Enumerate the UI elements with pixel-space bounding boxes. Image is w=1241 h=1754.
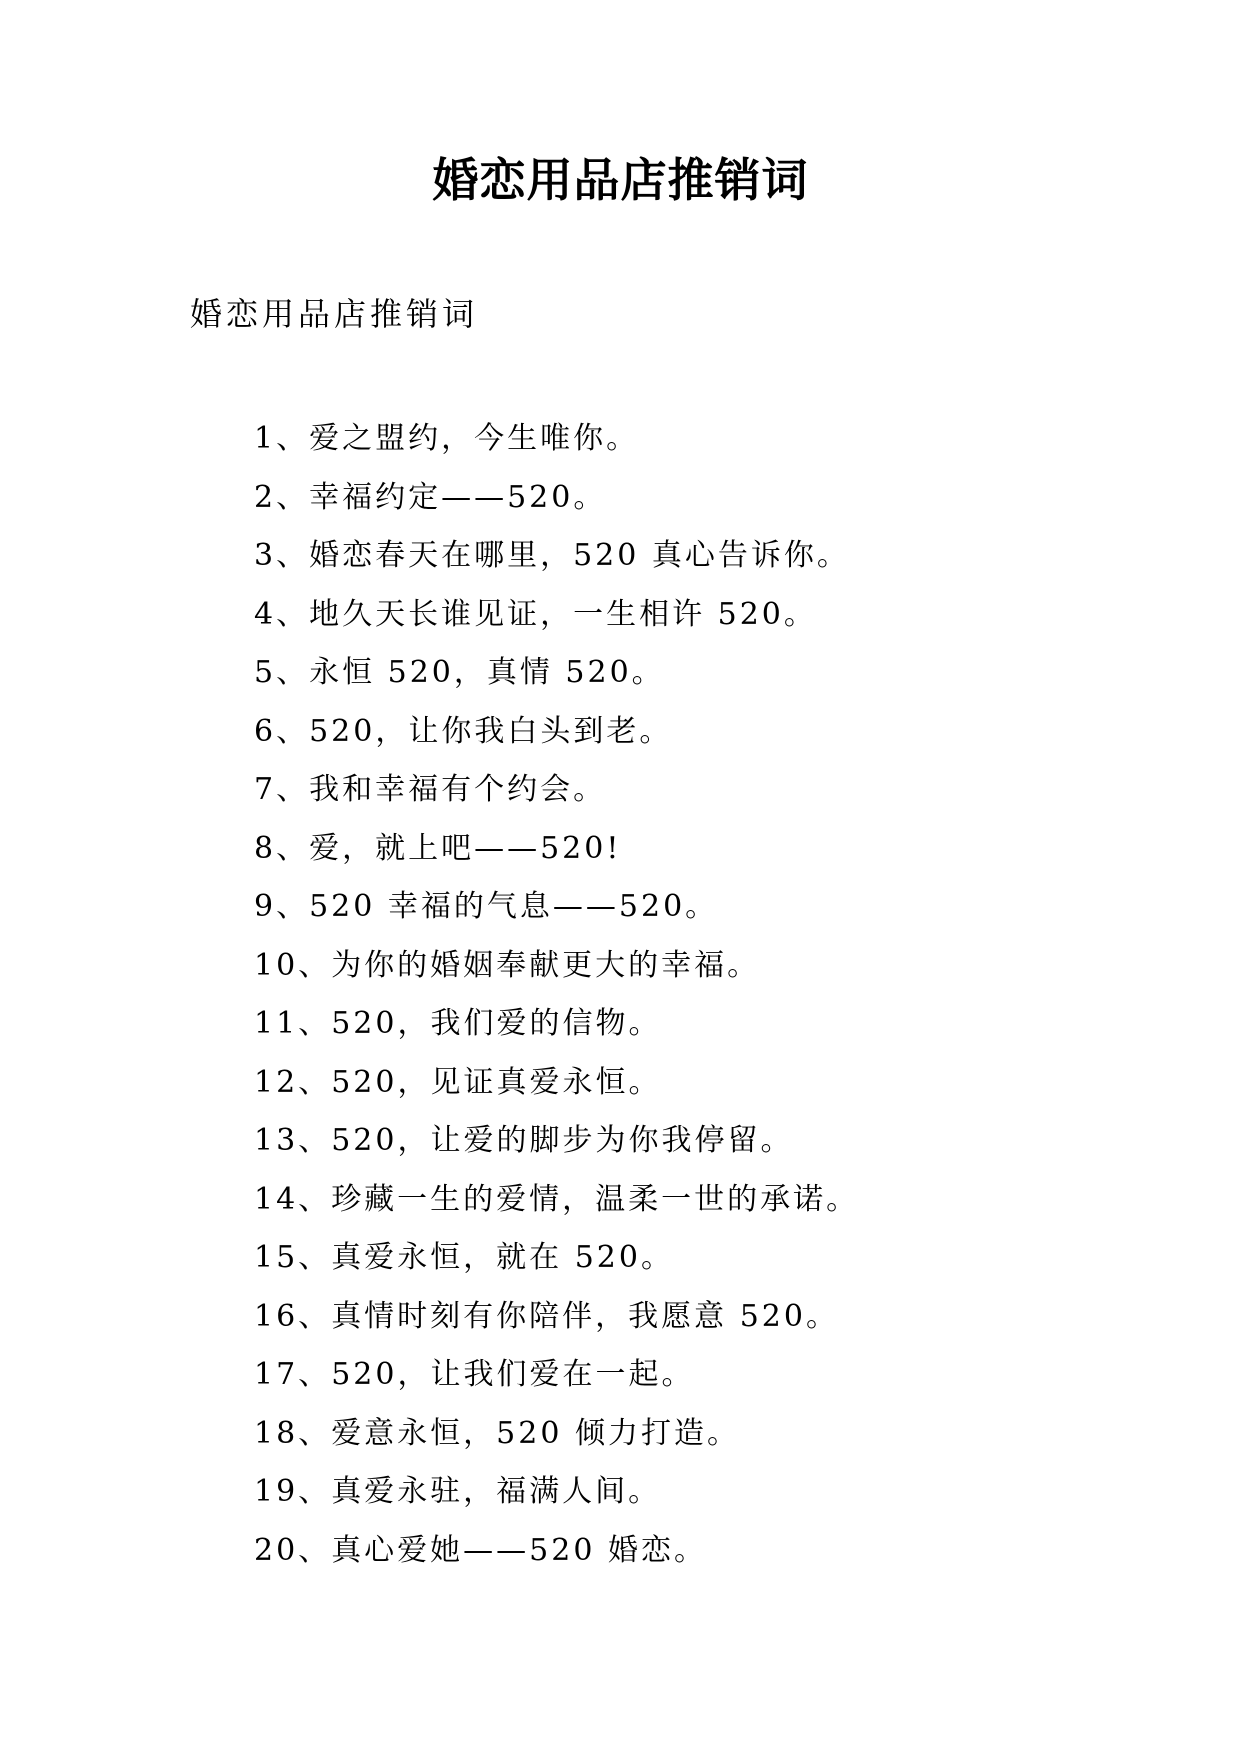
list-item xyxy=(254,644,859,703)
list-item xyxy=(254,761,859,820)
item-number: 14、 xyxy=(254,1181,332,1217)
document-subtitle: 婚恋用品店推销词 xyxy=(190,295,479,333)
list-item xyxy=(254,1405,859,1464)
item-number: 11、 xyxy=(254,1006,332,1041)
list-item xyxy=(254,1112,859,1171)
item-number: 12、 xyxy=(254,1064,332,1100)
item-number: 2、 xyxy=(254,479,310,515)
document-title: 婚恋用品店推销词 xyxy=(432,153,809,207)
item-text: 爱意永恒，520 倾力打造。 xyxy=(331,1415,740,1451)
item-text: 我和幸福有个约会。 xyxy=(309,772,607,807)
item-number: 9、 xyxy=(254,889,310,924)
item-text: 永恒 520，真情 520。 xyxy=(309,655,665,690)
list-item xyxy=(254,820,859,879)
item-text: 珍藏一生的爱情，温柔一世的承诺。 xyxy=(331,1181,860,1217)
item-number: 1、 xyxy=(254,421,310,456)
item-text: 婚恋春天在哪里，520 真心告诉你。 xyxy=(309,538,850,573)
item-text: 真情时刻有你陪伴，我愿意 520。 xyxy=(331,1298,839,1334)
item-text: 幸福约定——520。 xyxy=(309,479,607,515)
item-text: 520 幸福的气息——520。 xyxy=(309,889,719,924)
list-item xyxy=(254,1229,859,1288)
item-number: 19、 xyxy=(254,1474,332,1509)
list-item xyxy=(254,1171,859,1230)
item-number: 17、 xyxy=(254,1357,332,1392)
list-item xyxy=(254,586,859,645)
list-item xyxy=(254,1346,859,1405)
item-text: 真心爱她——520 婚恋。 xyxy=(331,1532,707,1568)
item-number: 15、 xyxy=(254,1240,332,1275)
list-item xyxy=(254,995,859,1054)
item-text: 520，见证真爱永恒。 xyxy=(331,1064,662,1100)
list-item xyxy=(254,527,859,586)
item-text: 真爱永驻，福满人间。 xyxy=(331,1474,662,1509)
list-item xyxy=(254,1463,859,1522)
item-number: 16、 xyxy=(254,1298,332,1334)
list-item xyxy=(254,469,859,528)
slogan-list xyxy=(254,410,859,1580)
item-text: 地久天长谁见证，一生相许 520。 xyxy=(309,596,817,632)
item-text: 为你的婚姻奉献更大的幸福。 xyxy=(331,947,761,983)
list-item xyxy=(254,937,859,996)
item-number: 20、 xyxy=(254,1532,332,1568)
item-number: 3、 xyxy=(254,538,310,573)
item-number: 13、 xyxy=(254,1123,332,1158)
list-item xyxy=(254,1522,859,1581)
item-text: 520，我们爱的信物。 xyxy=(331,1006,662,1041)
item-number: 10、 xyxy=(254,947,332,983)
item-text: 520，让爱的脚步为你我停留。 xyxy=(331,1123,794,1158)
item-text: 爱之盟约，今生唯你。 xyxy=(309,421,640,456)
item-number: 4、 xyxy=(254,596,310,632)
item-number: 6、 xyxy=(254,713,310,749)
item-text: 520，让你我白头到老。 xyxy=(309,713,673,749)
list-item xyxy=(254,1288,859,1347)
item-number: 5、 xyxy=(254,655,310,690)
item-number: 18、 xyxy=(254,1415,332,1451)
list-item xyxy=(254,878,859,937)
item-text: 爱，就上吧——520! xyxy=(309,830,622,866)
item-text: 真爱永恒，就在 520。 xyxy=(331,1240,674,1275)
list-item xyxy=(254,703,859,762)
item-number: 8、 xyxy=(254,830,310,866)
item-text: 520，让我们爱在一起。 xyxy=(331,1357,695,1392)
item-number: 7、 xyxy=(254,772,310,807)
list-item xyxy=(254,1054,859,1113)
list-item xyxy=(254,410,859,469)
